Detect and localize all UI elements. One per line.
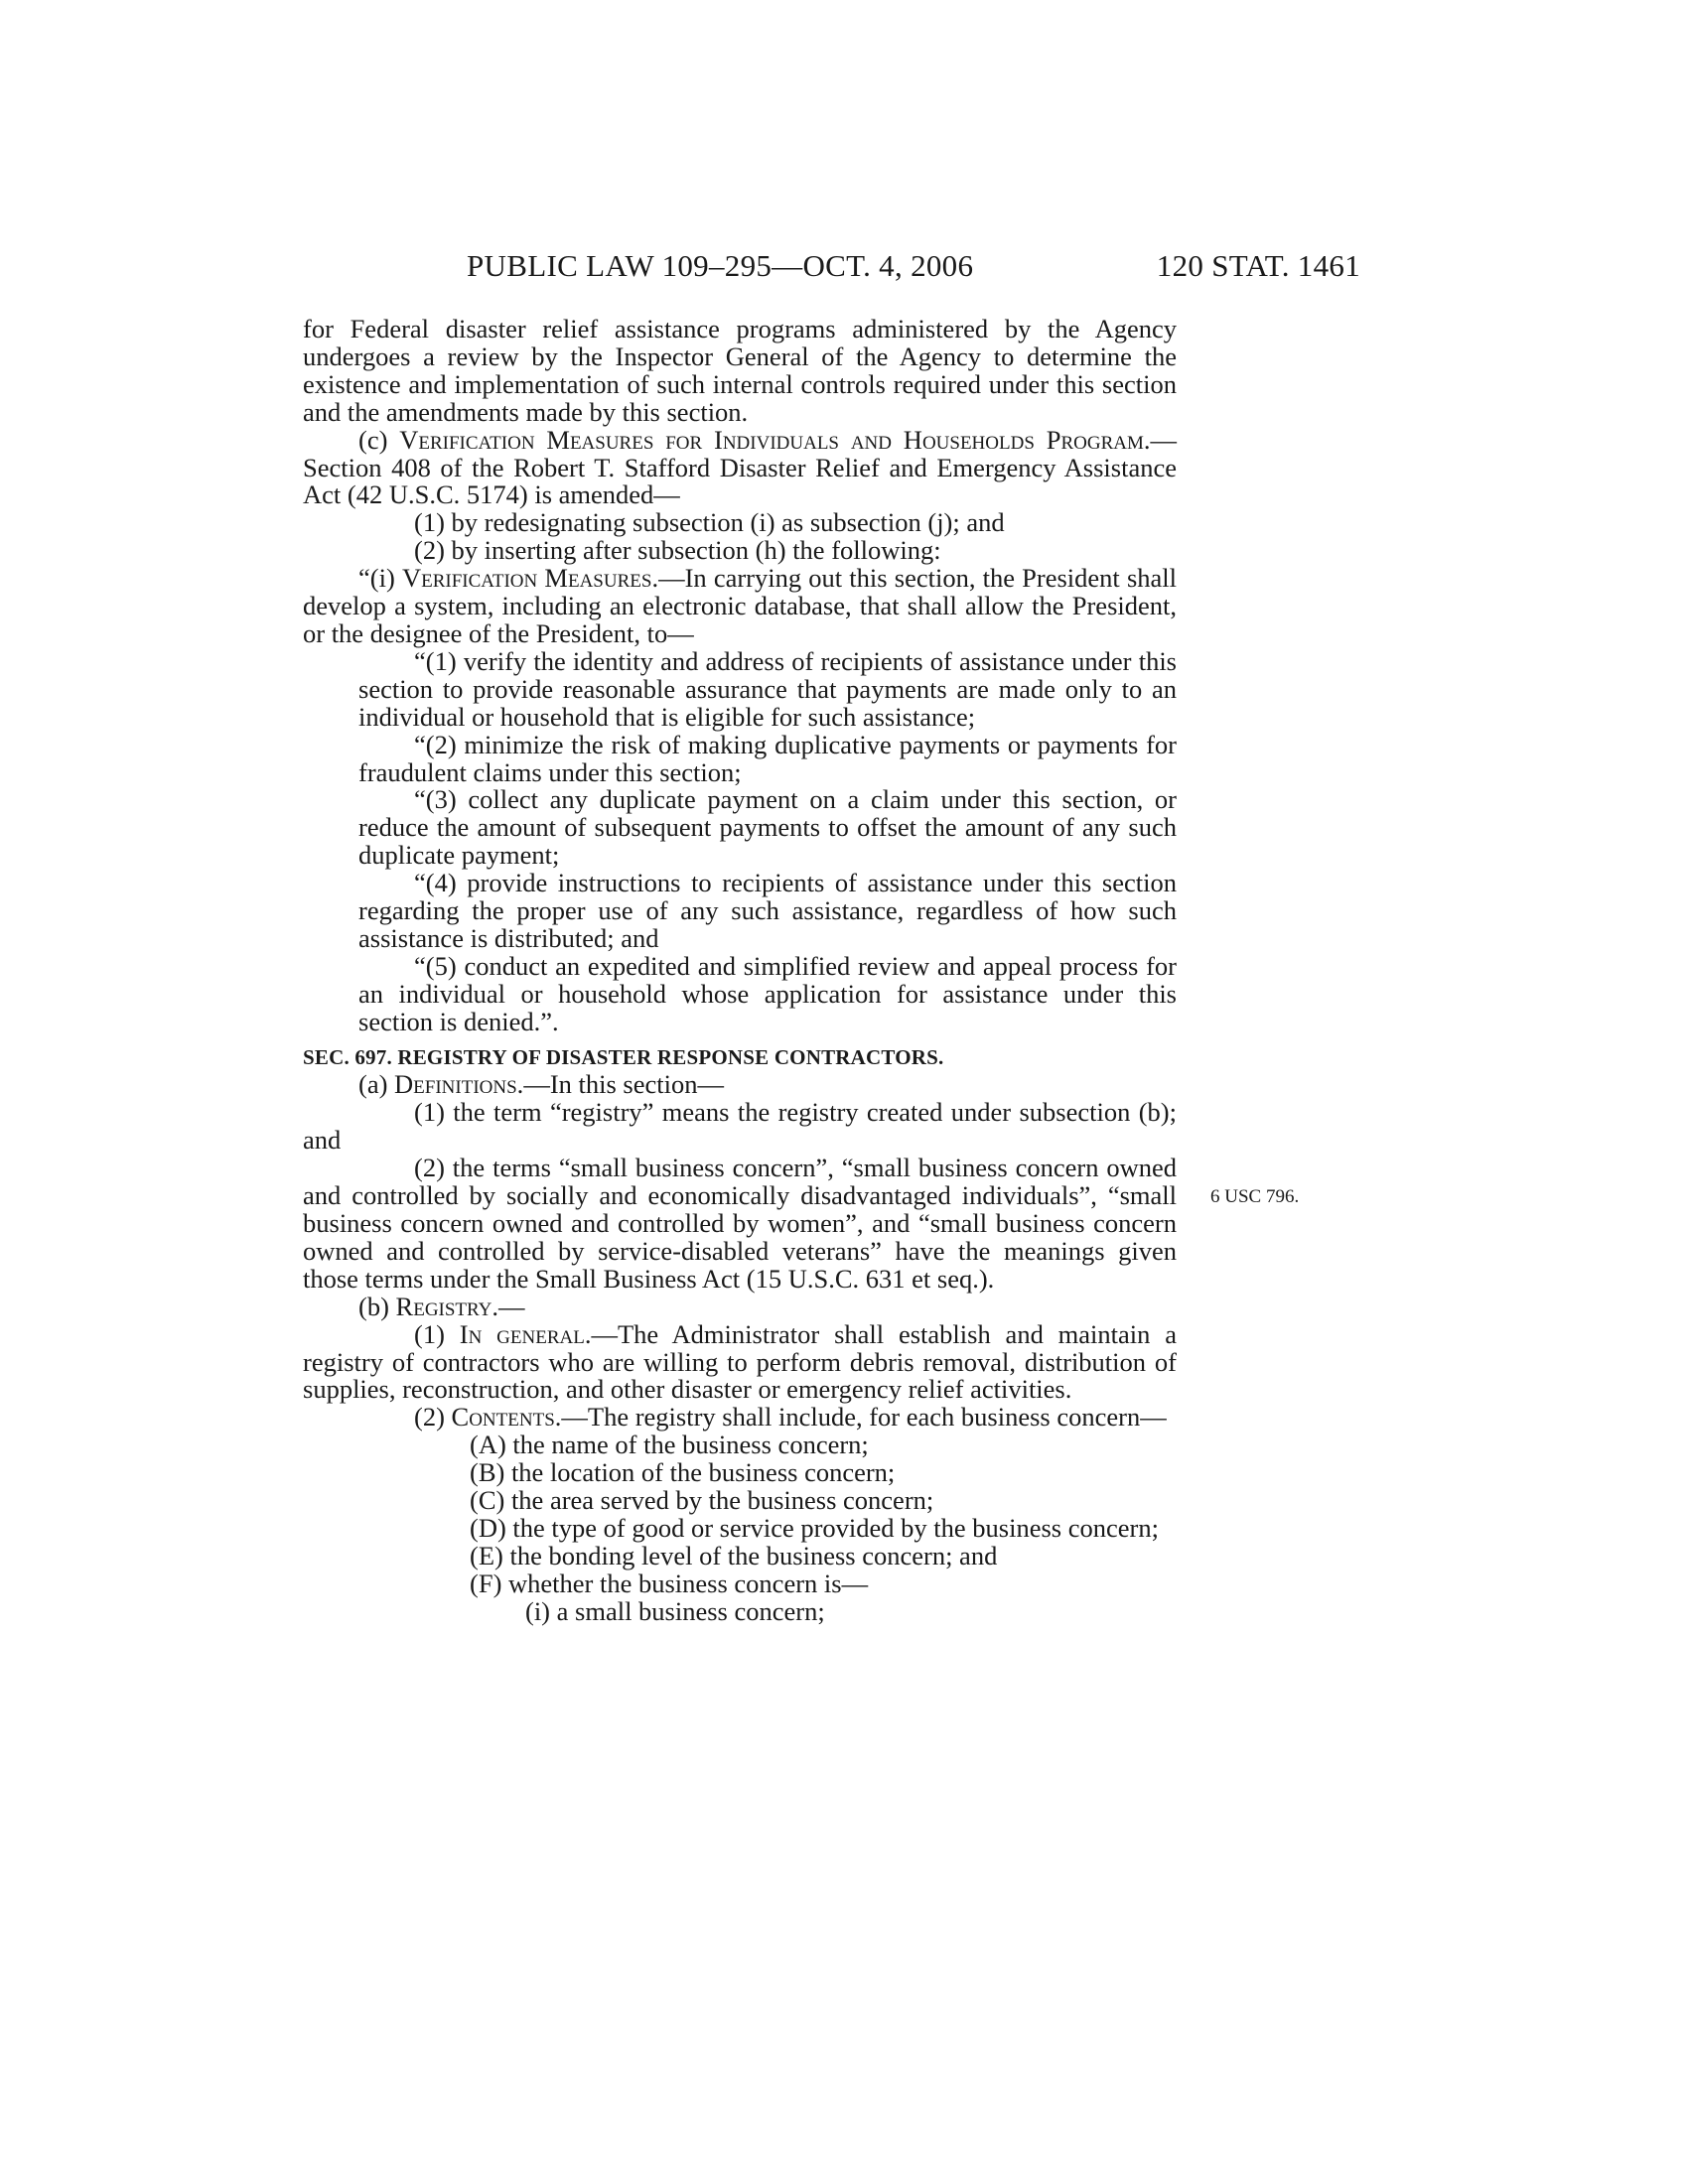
paragraph: “(2) minimize the risk of making duplicative payments or payments for fraudulent claims under this section; (358, 729, 1177, 787)
paragraph: (2) the terms “small business concern”, “small business concern owned and controlled by socially and economically disadvantaged individuals”, “small business concern owned and controlled by women”, and “small business concern owned and controlled by service-disabled veterans” have the meanings given those terms under the Small Business Act (15 U.S.C. 631 et seq.). (303, 1153, 1177, 1294)
paragraph-contents: (2) Contents.—The registry shall include, for each business concern— (414, 1402, 1167, 1433)
list-item: (D) the type of good or service provided by the business concern; (470, 1512, 1159, 1543)
list-item: (C) the area served by the business concern; (470, 1485, 934, 1516)
paragraph-definitions: (a) Definitions.—In this section— (358, 1069, 724, 1100)
list-item: (E) the bonding level of the business concern; and (470, 1540, 998, 1570)
paragraph: (2) by inserting after subsection (h) the following: (414, 535, 941, 566)
list-item: (A) the name of the business concern; (470, 1430, 869, 1460)
paragraph: (1) by redesignating subsection (i) as subsection (j); and (414, 507, 1005, 538)
page-header (467, 248, 1360, 288)
paragraph: (1) the term “registry” means the registry created under subsection (b); and (303, 1097, 1177, 1156)
paragraph-subsection-c: (c) Verification Measures for Individuals and Households Program.—Section 408 of the Robert T. Stafford Disaster Relief and Emergency Assistance Act (42 U.S.C. 5174) is amended— (303, 424, 1177, 510)
list-item: (B) the location of the business concern; (470, 1457, 896, 1488)
paragraph: “(1) verify the identity and address of recipients of assistance under this section to provide reasonable assurance that payments are made only to an individual or household that is eligible for such assistance; (358, 645, 1177, 732)
paragraph: “(3) collect any duplicate payment on a claim under this section, or reduce the amount of subsequent payments to offset the amount of any such duplicate payment; (358, 784, 1177, 871)
paragraph-in-general: (1) In general.—The Administrator shall establish and maintain a registry of contractors who are willing to perform debris removal, distribution of supplies, reconstruction, and other disaster or emergency relief activities. (303, 1318, 1178, 1405)
paragraph: “(5) conduct an expedited and simplified review and appeal process for an individual or household whose application for assistance under this section is denied.”. (358, 950, 1177, 1036)
list-item: (i) a small business concern; (525, 1595, 825, 1626)
paragraph-verification-measures: “(i) Verification Measures.—In carrying out this section, the President shall develop a system, including an electronic database, that shall allow the President, or the designee of the President, to— (303, 563, 1178, 648)
list-item: (F) whether the business concern is— (470, 1568, 869, 1598)
paragraph-registry: (b) Registry.— (358, 1291, 525, 1321)
paragraph: “(4) provide instructions to recipients of assistance under this section regarding the proper use of any such assistance, regardless of how such assistance is distributed; and (358, 868, 1177, 953)
statute-body (303, 316, 1177, 1626)
section-heading: SEC. 697. REGISTRY OF DISASTER RESPONSE CONTRACTORS. (303, 1044, 944, 1069)
header-title: PUBLIC LAW 109–295—OCT. 4, 2006 (467, 248, 974, 283)
header-stat-citation: 120 STAT. 1461 (1156, 248, 1360, 283)
paragraph: for Federal disaster relief assistance programs administered by the Agency undergoes a review by the Inspector General of the Agency to determine the existence and implementation of such internal controls required under this section and the amendments made by this section. (303, 314, 1177, 427)
margin-note-usc: 6 USC 796. (1210, 1186, 1300, 1207)
